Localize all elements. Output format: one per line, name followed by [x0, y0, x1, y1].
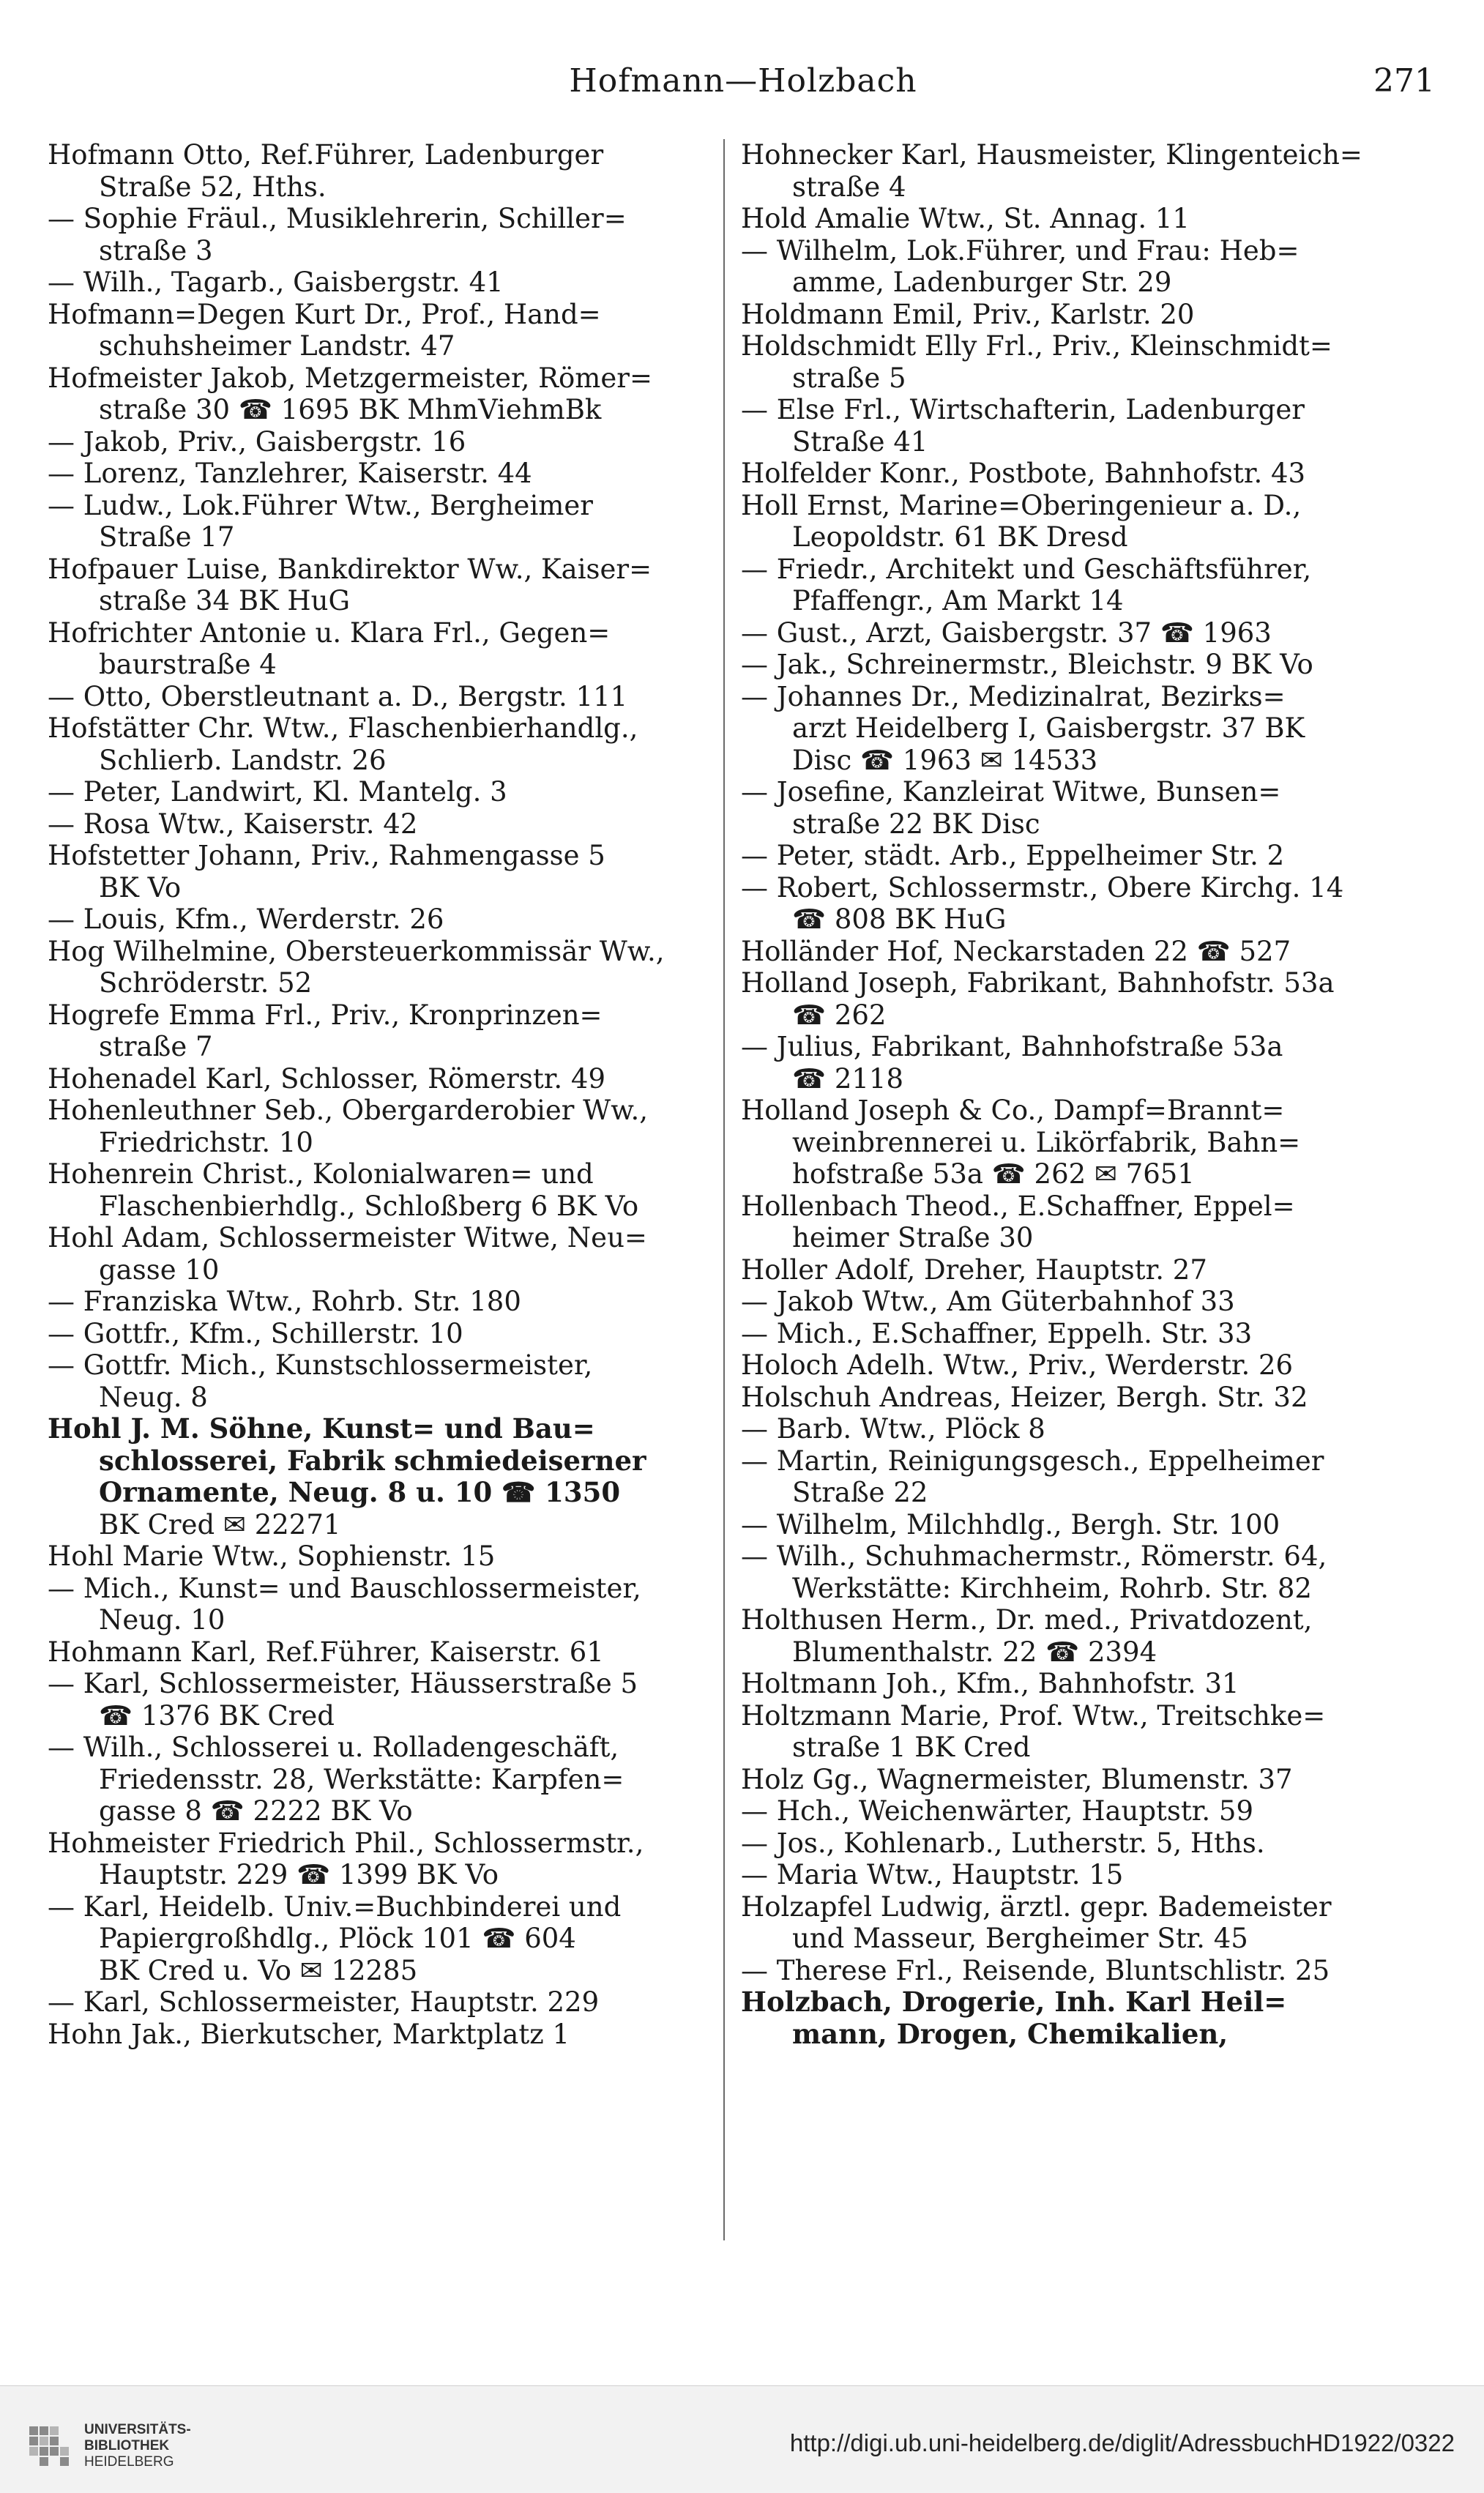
- entry-continuation-line: heimer Straße 30: [792, 1222, 1034, 1253]
- page-number: 271: [1373, 62, 1435, 100]
- directory-entry-line: — Gottfr. Mich., Kunstschlossermeister,: [48, 1349, 593, 1381]
- directory-entry-line: — Gust., Arzt, Gaisbergstr. 37 ☎ 1963: [741, 616, 1272, 649]
- entry-continuation-line: Papiergroßhdlg., Plöck 101 ☎ 604: [99, 1923, 576, 1954]
- entry-continuation-line: straße 1 BK Cred: [792, 1732, 1031, 1763]
- directory-entry-line: Holz Gg., Wagnermeister, Blumenstr. 37: [741, 1763, 1293, 1795]
- directory-entry-line: Hohenadel Karl, Schlosser, Römerstr. 49: [48, 1062, 605, 1095]
- entry-continuation-line: Schlierb. Landstr. 26: [99, 744, 387, 776]
- entry-continuation-line: ☎ 2118: [792, 1062, 904, 1095]
- directory-entry-line: Holfelder Konr., Postbote, Bahnhofstr. 43: [741, 458, 1306, 489]
- directory-entry-line: — Josefine, Kanzleirat Witwe, Bunsen=: [741, 776, 1281, 808]
- directory-entry-line: — Else Frl., Wirtschafterin, Ladenburger: [741, 394, 1305, 425]
- directory-entry-line: Hohl Adam, Schlossermeister Witwe, Neu=: [48, 1222, 647, 1253]
- directory-entry-line: — Mich., Kunst= und Bauschlossermeister,: [48, 1572, 641, 1604]
- entry-continuation-line: Schröderstr. 52: [99, 967, 313, 999]
- directory-entry-line: — Louis, Kfm., Werderstr. 26: [48, 903, 444, 935]
- directory-entry-line: Holthusen Herm., Dr. med., Privatdozent,: [741, 1604, 1313, 1636]
- column-divider: [723, 139, 725, 2240]
- directory-entry-line: — Johannes Dr., Medizinalrat, Bezirks=: [741, 680, 1286, 712]
- directory-entry-line: Holdmann Emil, Priv., Karlstr. 20: [741, 298, 1195, 330]
- directory-entry-line: — Jakob, Priv., Gaisbergstr. 16: [48, 425, 466, 458]
- page-header: [44, 62, 1442, 121]
- entry-continuation-line: BK Cred ✉ 22271: [99, 1508, 341, 1540]
- entry-continuation-line: Blumenthalstr. 22 ☎ 2394: [792, 1636, 1157, 1668]
- directory-entry-line: Hofmeister Jakob, Metzgermeister, Römer=: [48, 362, 652, 394]
- directory-entry-line: — Karl, Schlossermeister, Hauptstr. 229: [48, 1986, 600, 2018]
- directory-entry-line: — Wilh., Schuhmachermstr., Römerstr. 64,: [741, 1540, 1327, 1572]
- entry-continuation-line: Flaschenbierhdlg., Schloßberg 6 BK Vo: [99, 1190, 639, 1222]
- directory-entry-line: Holzbach, Drogerie, Inh. Karl Heil=: [741, 1986, 1287, 2018]
- directory-entry-line: Hold Amalie Wtw., St. Annag. 11: [741, 203, 1190, 234]
- entry-continuation-line: Straße 52, Hths.: [99, 171, 327, 203]
- directory-entry-line: Hohenleuthner Seb., Obergarderobier Ww.,: [48, 1095, 649, 1126]
- entry-continuation-line: BK Vo: [99, 871, 182, 903]
- entry-continuation-line: Werkstätte: Kirchheim, Rohrb. Str. 82: [792, 1572, 1312, 1604]
- directory-entry-line: Holländer Hof, Neckarstaden 22 ☎ 527: [741, 935, 1291, 967]
- entry-continuation-line: ☎ 808 BK HuG: [792, 903, 1007, 935]
- directory-entry-line: Holler Adolf, Dreher, Hauptstr. 27: [741, 1253, 1207, 1286]
- entry-continuation-line: schlosserei, Fabrik schmiedeiserner: [99, 1445, 646, 1477]
- directory-entry-line: — Peter, städt. Arb., Eppelheimer Str. 2: [741, 840, 1285, 871]
- entry-continuation-line: Straße 22: [792, 1477, 928, 1508]
- entry-continuation-line: straße 7: [99, 1031, 213, 1062]
- entry-continuation-line: schuhsheimer Landstr. 47: [99, 330, 455, 362]
- directory-entry-line: — Sophie Fräul., Musiklehrerin, Schiller=: [48, 203, 627, 234]
- directory-entry-line: Hog Wilhelmine, Obersteuerkommissär Ww.,: [48, 935, 665, 967]
- directory-entry-line: Hohn Jak., Bierkutscher, Marktplatz 1: [48, 2018, 570, 2050]
- entry-continuation-line: straße 34 BK HuG: [99, 585, 351, 616]
- directory-entry-line: — Lorenz, Tanzlehrer, Kaiserstr. 44: [48, 458, 532, 489]
- directory-entry-line: Hohmann Karl, Ref.Führer, Kaiserstr. 61: [48, 1636, 604, 1668]
- directory-entry-line: — Wilhelm, Milchhdlg., Bergh. Str. 100: [741, 1508, 1280, 1540]
- directory-entry-line: Hofpauer Luise, Bankdirektor Ww., Kaiser=: [48, 553, 652, 585]
- directory-entry-line: Hohmeister Friedrich Phil., Schlossermstr.,: [48, 1827, 644, 1859]
- entry-continuation-line: Disc ☎ 1963 ✉ 14533: [792, 744, 1098, 776]
- directory-entry-line: — Jos., Kohlenarb., Lutherstr. 5, Hths.: [741, 1827, 1265, 1859]
- library-name-line: UNIVERSITÄTS-: [84, 2422, 191, 2437]
- entry-continuation-line: Hauptstr. 229 ☎ 1399 BK Vo: [99, 1859, 499, 1890]
- entry-continuation-line: BK Cred u. Vo ✉ 12285: [99, 1954, 418, 1986]
- entry-continuation-line: arzt Heidelberg I, Gaisbergstr. 37 BK: [792, 712, 1305, 744]
- directory-entry-line: Hofmann Otto, Ref.Führer, Ladenburger: [48, 139, 604, 171]
- directory-entry-line: — Martin, Reinigungsgesch., Eppelheimer: [741, 1445, 1324, 1477]
- directory-entry-line: — Wilh., Schlosserei u. Rolladengeschäft,: [48, 1732, 619, 1763]
- directory-entry-line: — Karl, Schlossermeister, Häusserstraße 5: [48, 1668, 638, 1699]
- directory-entry-line: Hofstätter Chr. Wtw., Flaschenbierhandlg.,: [48, 712, 638, 744]
- entry-continuation-line: straße 4: [792, 171, 906, 203]
- entry-continuation-line: Leopoldstr. 61 BK Dresd: [792, 521, 1128, 553]
- directory-entry-line: — Otto, Oberstleutnant a. D., Bergstr. 111: [48, 680, 628, 712]
- directory-entry-line: Holschuh Andreas, Heizer, Bergh. Str. 32: [741, 1381, 1308, 1413]
- directory-entry-line: — Wilhelm, Lok.Führer, und Frau: Heb=: [741, 234, 1300, 267]
- directory-entry-line: — Julius, Fabrikant, Bahnhofstraße 53a: [741, 1031, 1283, 1062]
- source-url-link[interactable]: http://digi.ub.uni-heidelberg.de/diglit/AdressbuchHD1922/0322: [789, 2429, 1455, 2456]
- directory-entry-line: Hofstetter Johann, Priv., Rahmengasse 5: [48, 840, 605, 871]
- directory-entry-line: Hollenbach Theod., E.Schaffner, Eppel=: [741, 1190, 1295, 1222]
- entry-continuation-line: und Masseur, Bergheimer Str. 45: [792, 1923, 1248, 1954]
- directory-entry-line: Hohnecker Karl, Hausmeister, Klingenteich=: [741, 139, 1362, 171]
- entry-continuation-line: Ornamente, Neug. 8 u. 10 ☎ 1350: [99, 1477, 621, 1508]
- entry-continuation-line: Neug. 8: [99, 1381, 208, 1413]
- directory-entry-line: Hogrefe Emma Frl., Priv., Kronprinzen=: [48, 999, 603, 1031]
- directory-entry-line: — Gottfr., Kfm., Schillerstr. 10: [48, 1317, 463, 1349]
- entry-continuation-line: amme, Ladenburger Str. 29: [792, 267, 1172, 298]
- entry-continuation-line: straße 22 BK Disc: [792, 808, 1040, 840]
- entry-continuation-line: Neug. 10: [99, 1604, 225, 1636]
- directory-entry-line: — Robert, Schlossermstr., Obere Kirchg. 14: [741, 871, 1344, 903]
- right-column: [741, 139, 1411, 2050]
- directory-entry-line: — Jakob Wtw., Am Güterbahnhof 33: [741, 1286, 1235, 1317]
- entry-continuation-line: baurstraße 4: [99, 649, 277, 680]
- directory-entry-line: — Hch., Weichenwärter, Hauptstr. 59: [741, 1795, 1254, 1827]
- entry-continuation-line: mann, Drogen, Chemikalien,: [792, 2018, 1228, 2050]
- directory-entry-line: Hohl J. M. Söhne, Kunst= und Bau=: [48, 1413, 595, 1445]
- entry-continuation-line: ☎ 1376 BK Cred: [99, 1699, 335, 1732]
- entry-continuation-line: straße 5: [792, 362, 906, 394]
- directory-entry-line: Holl Ernst, Marine=Oberingenieur a. D.,: [741, 489, 1302, 521]
- entry-continuation-line: gasse 10: [99, 1253, 220, 1286]
- entry-continuation-line: hofstraße 53a ☎ 262 ✉ 7651: [792, 1158, 1195, 1190]
- directory-entry-line: Hohenrein Christ., Kolonialwaren= und: [48, 1158, 594, 1190]
- directory-entry-line: — Friedr., Architekt und Geschäftsführer,: [741, 553, 1312, 585]
- directory-entry-line: Holtzmann Marie, Prof. Wtw., Treitschke=: [741, 1699, 1326, 1732]
- directory-entry-line: Holdschmidt Elly Frl., Priv., Kleinschmidt=: [741, 330, 1332, 362]
- library-name-line: BIBLIOTHEK: [84, 2438, 170, 2453]
- entry-continuation-line: Friedensstr. 28, Werkstätte: Karpfen=: [99, 1763, 624, 1795]
- entry-continuation-line: Friedrichstr. 10: [99, 1126, 313, 1158]
- directory-entry-line: — Wilh., Tagarb., Gaisbergstr. 41: [48, 267, 504, 298]
- directory-entry-line: Hofmann=Degen Kurt Dr., Prof., Hand=: [48, 298, 601, 330]
- directory-entry-line: — Ludw., Lok.Führer Wtw., Bergheimer: [48, 489, 593, 521]
- entry-continuation-line: Pfaffengr., Am Markt 14: [792, 585, 1124, 616]
- entry-continuation-line: straße 3: [99, 234, 213, 267]
- entry-continuation-line: gasse 8 ☎ 2222 BK Vo: [99, 1795, 413, 1827]
- directory-entry-line: — Karl, Heidelb. Univ.=Buchbinderei und: [48, 1890, 622, 1923]
- directory-entry-line: — Jak., Schreinermstr., Bleichstr. 9 BK Vo: [741, 649, 1313, 680]
- entry-continuation-line: Straße 41: [792, 425, 928, 458]
- directory-entry-line: Hofrichter Antonie u. Klara Frl., Gegen=: [48, 616, 611, 649]
- directory-entry-line: — Franziska Wtw., Rohrb. Str. 180: [48, 1286, 521, 1317]
- directory-entry-line: Holoch Adelh. Wtw., Priv., Werderstr. 26: [741, 1349, 1294, 1381]
- directory-entry-line: — Maria Wtw., Hauptstr. 15: [741, 1859, 1124, 1890]
- directory-entry-line: Holtmann Joh., Kfm., Bahnhofstr. 31: [741, 1668, 1239, 1699]
- library-name: [84, 2422, 191, 2470]
- directory-entry-line: — Mich., E.Schaffner, Eppelh. Str. 33: [741, 1317, 1253, 1349]
- entry-continuation-line: Straße 17: [99, 521, 235, 553]
- directory-entry-line: — Therese Frl., Reisende, Bluntschlistr. 25: [741, 1954, 1330, 1986]
- directory-entry-line: Holzapfel Ludwig, ärztl. gepr. Bademeister: [741, 1890, 1332, 1923]
- library-name-line: HEIDELBERG: [84, 2454, 174, 2470]
- directory-entry-line: Holland Joseph, Fabrikant, Bahnhofstr. 53a: [741, 967, 1335, 999]
- university-library-logo-icon: [28, 2425, 72, 2469]
- running-title: Hofmann—Holzbach: [569, 62, 917, 100]
- entry-continuation-line: straße 30 ☎ 1695 BK MhmViehmBk: [99, 394, 602, 425]
- directory-entry-line: — Rosa Wtw., Kaiserstr. 42: [48, 808, 418, 840]
- directory-entry-line: — Peter, Landwirt, Kl. Mantelg. 3: [48, 776, 507, 808]
- directory-entry-line: — Barb. Wtw., Plöck 8: [741, 1413, 1045, 1445]
- left-column: [48, 139, 717, 2050]
- directory-entry-line: Hohl Marie Wtw., Sophienstr. 15: [48, 1540, 496, 1572]
- directory-entry-line: Holland Joseph & Co., Dampf=Brannt=: [741, 1095, 1285, 1126]
- entry-continuation-line: ☎ 262: [792, 999, 887, 1031]
- entry-continuation-line: weinbrennerei u. Likörfabrik, Bahn=: [792, 1126, 1301, 1158]
